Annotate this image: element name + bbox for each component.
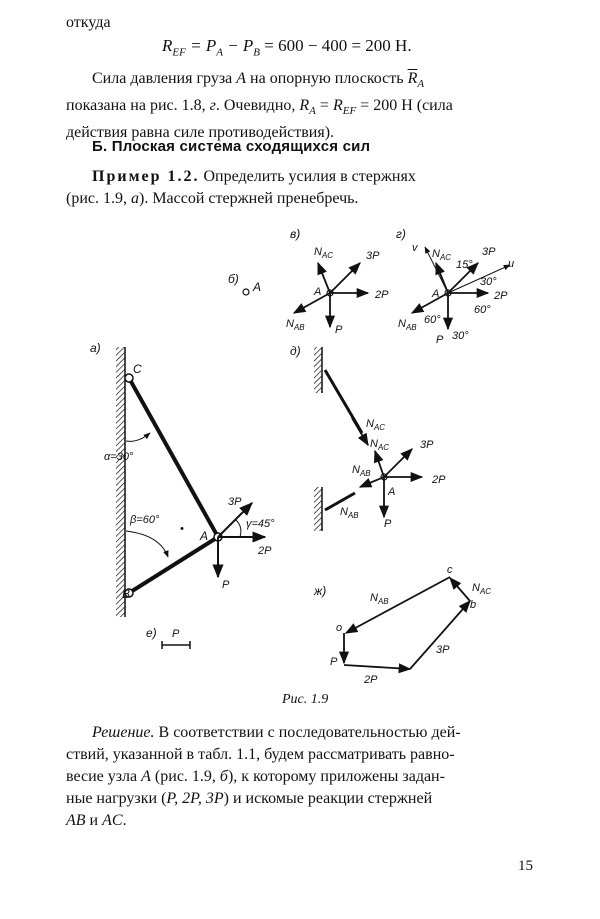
label-NAC-d2: $N_{AC}$ xyxy=(370,438,390,452)
label-NAC-poly: $N_{AC}$ xyxy=(472,582,492,596)
part-a-frame xyxy=(90,341,275,617)
force-NAB-d2 xyxy=(360,477,384,487)
solution-text xyxy=(66,722,534,832)
gamma-arc xyxy=(236,520,241,537)
part-e xyxy=(146,626,190,649)
label-P-poly: P xyxy=(330,656,338,668)
force-3P-d xyxy=(384,449,412,477)
paragraph-line: Сила давления груза A на опорную плоскость $\overline{R}_A$ xyxy=(92,70,425,91)
label-2P-poly: 2P xyxy=(364,674,378,686)
label-B: B xyxy=(122,587,131,601)
label-u-axis: u xyxy=(508,258,515,270)
page-number: 15 xyxy=(518,858,533,874)
label-NAB-g: $N_{AB}$ xyxy=(398,318,417,332)
label-3P: 3P xyxy=(228,496,242,508)
label-b: б) xyxy=(228,272,239,286)
label-2P: 2P xyxy=(258,545,272,557)
paragraph-line: действия равна силе противодействия). xyxy=(66,124,335,142)
hinge-C xyxy=(125,374,133,382)
label-P-scale: P xyxy=(172,628,180,640)
label-60b: 60° xyxy=(424,314,441,326)
wall-upper-d xyxy=(314,347,322,393)
label-A-d: A xyxy=(388,486,396,498)
part-b xyxy=(228,272,261,295)
part-zh xyxy=(313,564,491,686)
label-2P-g: 2P xyxy=(494,290,508,302)
wall-hatch xyxy=(116,347,125,617)
top-word: откуда xyxy=(66,14,111,31)
label-NAB-v: $N_{AB}$ xyxy=(286,318,305,332)
point-A-b xyxy=(243,289,249,295)
label-P: P xyxy=(222,579,230,591)
part-v xyxy=(286,227,389,336)
section-heading: Б. Плоская система сходящихся сил xyxy=(92,138,371,155)
label-d: д) xyxy=(290,344,301,358)
label-zh: ж) xyxy=(314,584,327,598)
force-NAB-v xyxy=(294,293,330,313)
label-30b: 30° xyxy=(452,330,469,342)
poly-3P xyxy=(410,601,470,669)
force-3P-v xyxy=(330,263,360,293)
right-angle-dot: • xyxy=(180,523,184,535)
beta-label: β=60° xyxy=(130,514,160,526)
label-A: A xyxy=(200,529,209,543)
gamma-label: γ=45° xyxy=(246,518,275,530)
example-text xyxy=(66,166,534,210)
label-NAC-d1: $N_{AC}$ xyxy=(366,418,386,432)
label-a: а) xyxy=(90,341,101,355)
label-3P-v: 3P xyxy=(366,250,380,262)
solution-line: ствий, указанной в табл. 1.1, будем рассматривать равно- xyxy=(66,746,455,763)
force-NAC-d2 xyxy=(375,451,384,477)
figure-caption: Рис. 1.9 xyxy=(282,692,329,707)
wall-lower-d xyxy=(314,487,322,531)
solution-line: Решение. В соответствии с последовательностью дей- xyxy=(92,724,461,741)
solution-line: ные нагрузки (P, 2P, 3P) и искомые реакции стержней xyxy=(66,790,433,807)
label-2P-d: 2P xyxy=(432,474,446,486)
label-15: 15° xyxy=(456,259,473,271)
label-3P-g: 3P xyxy=(482,246,496,258)
label-v: в) xyxy=(290,227,301,241)
solution-line: AB и AC. xyxy=(66,812,127,829)
label-NAC-g: $N_{AC}$ xyxy=(432,248,452,262)
beta-arc xyxy=(126,531,168,557)
label-A-b: A xyxy=(253,280,262,294)
label-30a: 30° xyxy=(480,276,497,288)
label-A-g: A xyxy=(432,288,440,300)
example-line: Пример 1.2. Определить усилия в стержнях xyxy=(92,168,416,185)
label-A-v: A xyxy=(314,286,322,298)
force-NAB-g xyxy=(412,293,448,313)
poly-NAC xyxy=(450,578,470,601)
label-NAB-d2: $N_{AB}$ xyxy=(352,464,371,478)
poly-NAB xyxy=(346,577,450,633)
poly-2P xyxy=(344,665,410,669)
label-o: o xyxy=(336,622,343,634)
label-P-g: P xyxy=(436,334,444,346)
solution-line: весие узла A (рис. 1.9, б), к которому приложены задан- xyxy=(66,768,445,785)
label-NAB-poly: $N_{AB}$ xyxy=(370,592,389,606)
formula-ref: $R_{EF} = P_A - P_B = 600 - 400 = 200$ Н. xyxy=(162,36,412,59)
label-NAB-d1: $N_{AB}$ xyxy=(340,506,359,520)
rod-AB xyxy=(129,537,218,593)
example-line: (рис. 1.9, а). Массой стержней пренебречь. xyxy=(66,190,359,207)
label-C: C xyxy=(133,362,142,376)
label-3P-poly: 3P xyxy=(436,644,450,656)
alpha-label: α=30° xyxy=(104,451,134,463)
label-b-poly: b xyxy=(470,599,477,611)
part-d xyxy=(290,344,446,531)
label-g: г) xyxy=(396,227,406,241)
part-g xyxy=(396,227,514,346)
label-c: c xyxy=(447,564,453,576)
label-NAC-v: $N_{AC}$ xyxy=(314,246,334,260)
label-60a: 60° xyxy=(474,304,491,316)
label-P-v: P xyxy=(335,324,343,336)
figure-1-9 xyxy=(0,205,600,695)
label-e: е) xyxy=(146,626,157,640)
paragraph-reaction xyxy=(66,68,534,144)
label-3P-d: 3P xyxy=(420,439,434,451)
paragraph-line: показана на рис. 1.8, г. Очевидно, $R_A = R_{EF} = 200$ Н (сила xyxy=(66,97,453,118)
alpha-arc xyxy=(126,433,150,441)
label-P-d: P xyxy=(384,518,392,530)
label-v-axis: v xyxy=(412,242,418,254)
rod-AC-d xyxy=(325,370,362,433)
label-2P-v: 2P xyxy=(375,289,389,301)
